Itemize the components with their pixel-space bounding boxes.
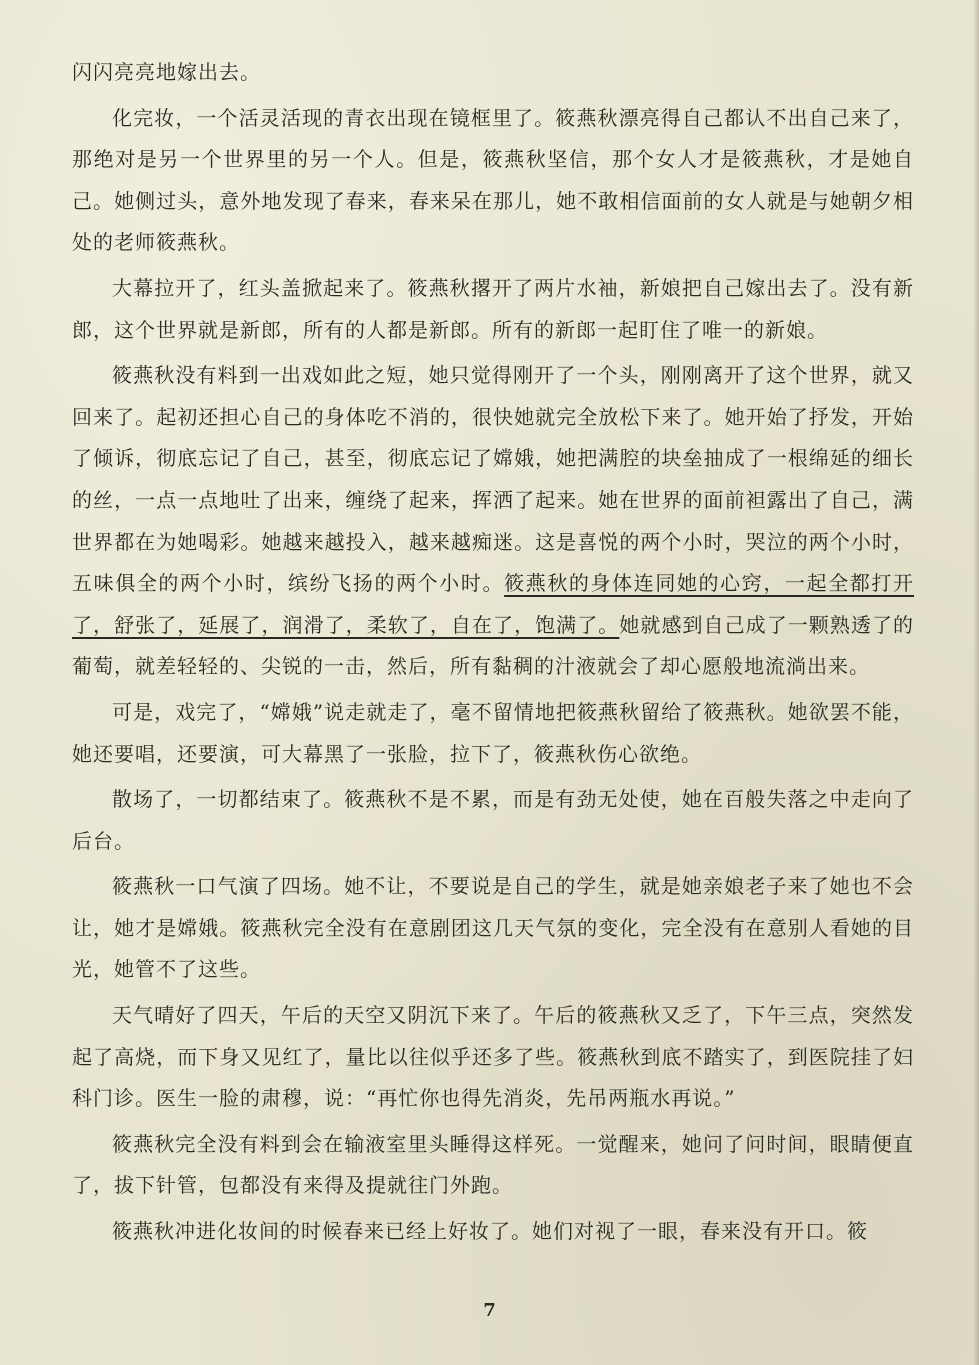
paragraph-8: 天气晴好了四天，午后的天空又阴沉下来了。午后的筱燕秋又乏了，下午三点，突然发起了高烧，而下身又见红了，量比以往似乎还多了些。筱燕秋到底不踏实了，到医院挂了妇科门诊。医生一脸的肃穆，说：“再忙你也得先消炎，先吊两瓶水再说。” <box>72 1003 914 1111</box>
paragraph-3: 大幕拉开了，红头盖掀起来了。筱燕秋撂开了两片水袖，新娘把自己嫁出去了。没有新郎，这个世界就是新郎，所有的人都是新郎。所有的新郎一起盯住了唯一的新娘。 <box>72 275 914 342</box>
page-edge-shadow <box>973 0 979 1365</box>
underlined-passage: 筱燕秋的身体连同她的心窍，一起全都打开了，舒张了，延展了，润滑了，柔软了，自在了，饱满了。 <box>72 571 915 637</box>
page-number: 7 <box>483 1300 496 1321</box>
paragraph-4 <box>72 355 914 688</box>
paragraph-9: 筱燕秋完全没有料到会在输液室里头睡得这样死。一觉醒来，她问了问时间，眼睛便直了，拔下针管，包都没有来得及提就往门外跑。 <box>72 1131 914 1198</box>
paragraph-5: 可是，戏完了，“嫦娥”说走就走了，毫不留情地把筱燕秋留给了筱燕秋。她欲罢不能，她还要唱，还要演，可大幕黑了一张脸，拉下了，筱燕秋伤心欲绝。 <box>72 699 914 766</box>
paragraph-1: 闪闪亮亮地嫁出去。 <box>72 60 261 84</box>
paragraph-10: 筱燕秋冲进化妆间的时候春来已经上好妆了。她们对视了一眼，春来没有开口。筱 <box>112 1219 868 1244</box>
paragraph-4-tail: 她就感到自己成了一颗熟透了的葡萄，就差轻轻的、尖锐的一击，然后，所有黏稠的汁液就会了却心愿般地流淌出来。 <box>72 612 915 679</box>
paragraph-7: 筱燕秋一口气演了四场。她不让，不要说是自己的学生，就是她亲娘老子来了她也不会让，她才是嫦娥。筱燕秋完全没有在意剧团这几天气氛的变化，完全没有在意别人看她的目光，她管不了这些。 <box>72 874 914 982</box>
body-text <box>72 52 914 1253</box>
paragraph-6: 散场了，一切都结束了。筱燕秋不是不累，而是有劲无处使，她在百般失落之中走向了后台。 <box>72 787 914 853</box>
paragraph-4-text: 筱燕秋没有料到一出戏如此之短，她只觉得刚开了一个头，刚刚离开了这个世界，就又回来了。起初还担心自己的身体吃不消的，很快她就完全放松下来了。她开始了抒发，开始了倾诉，彻底忘记了自己，甚至，彻底忘记了嫦娥，她把满腔的块垒抽成了一根绵延的细长的丝，一点一点地吐了出来，缠绕了起来，挥洒了起来。她在世界的面前袒露出了自己，满世界都在为她喝彩。她越来越投入，越来越痴迷。这是喜悦的两个小时，哭泣的两个小时，五味俱全的两个小时，缤纷飞扬的两个小时。 <box>72 363 914 596</box>
paragraph-2: 化完妆，一个活灵活现的青衣出现在镜框里了。筱燕秋漂亮得自己都认不出自己来了，那绝对是另一个世界里的另一个人。但是，筱燕秋坚信，那个女人才是筱燕秋，才是她自己。她侧过头，意外地发现了春来，春来呆在那儿，她不敢相信面前的女人就是与她朝夕相处的老师筱燕秋。 <box>72 105 914 255</box>
